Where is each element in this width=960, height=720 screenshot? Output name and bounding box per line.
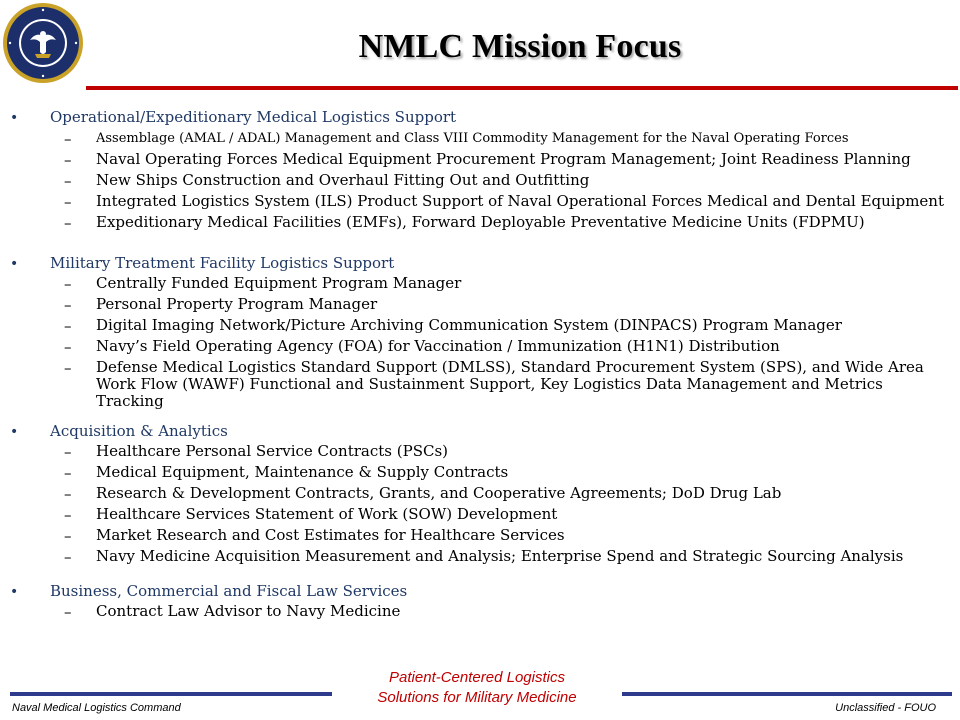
list-item-text: Research & Development Contracts, Grants, and Cooperative Agreements; DoD Drug Lab <box>96 484 782 502</box>
list-item-text: Market Research and Cost Estimates for Healthcare Services <box>96 526 565 544</box>
dash-marker: – <box>64 130 72 148</box>
list-item-text: Integrated Logistics System (ILS) Product Support of Naval Operational Forces Medical and Dental Equipment <box>96 192 944 210</box>
tagline-line-1: Patient-Centered Logistics <box>389 669 565 686</box>
dash-marker: – <box>64 485 72 503</box>
list-item-text: Navy Medicine Acquisition Measurement and Analysis; Enterprise Spend and Strategic Sourcing Analysis <box>96 547 904 565</box>
footer-classification: Unclassified - FOUO <box>835 702 936 714</box>
section-heading: Business, Commercial and Fiscal Law Services <box>50 582 408 600</box>
dash-marker: – <box>64 151 72 169</box>
dash-marker: – <box>64 193 72 211</box>
dash-marker: – <box>64 603 72 621</box>
dash-marker: – <box>64 172 72 190</box>
dash-marker: – <box>64 548 72 566</box>
list-item-text: New Ships Construction and Overhaul Fitting Out and Outfitting <box>96 171 590 189</box>
dash-marker: – <box>64 275 72 293</box>
dash-marker: – <box>64 359 72 377</box>
section-heading: Acquisition & Analytics <box>50 422 228 440</box>
dash-marker: – <box>64 464 72 482</box>
footer-divider-left <box>10 692 332 696</box>
list-item-text: Contract Law Advisor to Navy Medicine <box>96 602 401 620</box>
footer-tagline <box>330 668 624 708</box>
list-item-text: Healthcare Services Statement of Work (SOW) Development <box>96 505 558 523</box>
section-heading: Military Treatment Facility Logistics Support <box>50 254 395 272</box>
list-item-text: Naval Operating Forces Medical Equipment Procurement Program Management; Joint Readiness Planning <box>96 150 911 168</box>
bullet-marker: • <box>10 256 19 272</box>
bullet-marker: • <box>10 110 19 126</box>
slide-title: NMLC Mission Focus <box>358 28 682 65</box>
list-item-text: Centrally Funded Equipment Program Manager <box>96 274 462 292</box>
dash-marker: – <box>64 443 72 461</box>
dash-marker: – <box>64 317 72 335</box>
list-item-text: Expeditionary Medical Facilities (EMFs), Forward Deployable Preventative Medicine Units (FDPMU) <box>96 213 865 231</box>
list-item-text: Healthcare Personal Service Contracts (PSCs) <box>96 442 449 460</box>
list-item-text: Navy’s Field Operating Agency (FOA) for Vaccination / Immunization (H1N1) Distribution <box>96 337 780 355</box>
dash-marker: – <box>64 296 72 314</box>
list-item-text: Medical Equipment, Maintenance & Supply Contracts <box>96 463 509 481</box>
section-heading: Operational/Expeditionary Medical Logistics Support <box>50 108 457 126</box>
dash-marker: – <box>64 338 72 356</box>
dash-marker: – <box>64 506 72 524</box>
tagline-line-2: Solutions for Military Medicine <box>377 689 577 706</box>
dash-marker: – <box>64 214 72 232</box>
footer-organization: Naval Medical Logistics Command <box>12 702 181 714</box>
dash-marker: – <box>64 527 72 545</box>
bullet-marker: • <box>10 424 19 440</box>
title-divider <box>86 86 958 90</box>
footer-divider-right <box>622 692 952 696</box>
bullet-marker: • <box>10 584 19 600</box>
list-item-text: Assemblage (AMAL / ADAL) Management and Class VIII Commodity Management for the Naval Operating Forces <box>96 131 849 146</box>
list-item-text: Personal Property Program Manager <box>96 295 378 313</box>
list-item-text: Defense Medical Logistics Standard Support (DMLSS), Standard Procurement System (SPS), and Wide Area Work Flow (WAWF) Functional and Sustainment Support, Key Logistics Data Management and Metrics Tracking <box>96 358 924 410</box>
list-item-text: Digital Imaging Network/Picture Archiving Communication System (DINPACS) Program Manager <box>96 316 842 334</box>
